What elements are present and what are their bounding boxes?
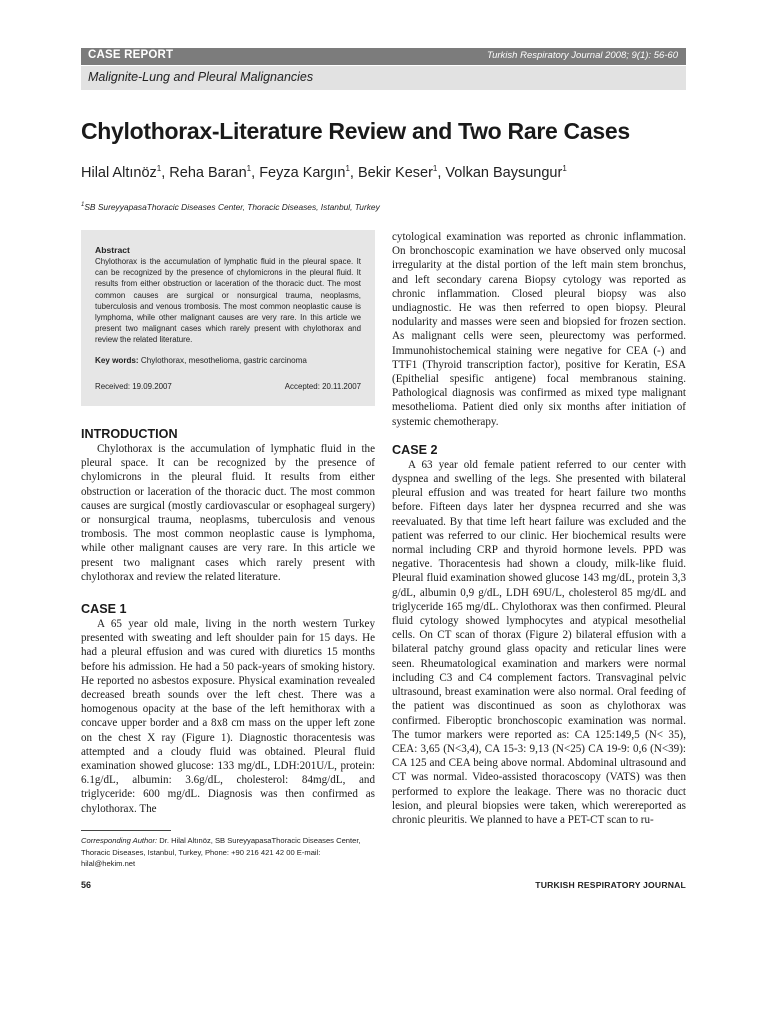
case1-heading: CASE 1 [81, 602, 127, 617]
affiliation-text: SB SureyyapasaThoracic Diseases Center, Thoracic Diseases, Istanbul, Turkey [84, 202, 380, 212]
footnote-rule [81, 830, 171, 831]
case2-paragraph: A 63 year old female patient referred to our center with dyspnea and swelling of the legs. She presented with bilateral pleural effusion and was treated for heart failure two months before. Fifteen days later her dyspnea recurred and she was reevaluated. By that time left heart failure was excluded and the patient was referred to our clinic. Her biochemical results were normal including CRP and thyroid hormone levels. PPD was negative. Thoracentesis had shown a cloudy, milk-like fluid. Pleural fluid examination showed glucose 143 mg/dL, protein 3,3 g/dL, albumin 0,9 g/dL, LDH 69U/L, cholesterol 85 mg/dL and triglyceride 165 mg/dL. Chylothorax was then confirmed. Pleural fluid cytology showed lymphocytes and atypical mesothelial cells. On CT scan of thorax (Figure 2) bilateral effusion with a bilateral patchy ground glass opacity and reticular lines were seen. Rheumatological examination and markers were normal including C3 and C4 complement factors. Transvaginal pelvic ultrasound, breast examination were also normal. Oral feeding of the patient was discontinued as soon as chylothorax was confirmed. Fiberoptic bronchoscopic examination was normal. The tumor markers were reported as: CA 125:149,5 (N< 35), CEA: 3,65 (N<3,4), CA 15-3: 9,13 (N<25) CA 19-9: 0,6 (N<39): CA 125 and CEA being above normal. Abdominal ultrasound and CT was normal. Video-assisted thoracoscopy (VATS) was then performed to explore the leakage. There was no thoracic duct lesion, and pleural biopsies were taken, which werereported as chronic pleuritis. We planned to have a PET-CT scan to ru- [392, 458, 686, 826]
author-name: Feyza Kargın [259, 164, 346, 181]
journal-footer: TURKISH RESPIRATORY JOURNAL [535, 880, 686, 890]
abstract-content [95, 245, 361, 366]
keywords [95, 355, 361, 366]
introduction-paragraph: Chylothorax is the accumulation of lymphatic fluid in the pleural space. It can be recognized by the presence of chylomicrons in the pleural fluid. It results from either obstruction or laceration of the thoracic duct. The most common causes are surgical (mostly cardiovascular or esophageal surgery) or nonsurgical trauma, neoplasms, tuberculosis and venous trombosis. The most common neoplastic cause is lymphoma, while other malignant causes are very rare. In this article we present two malignant cases which rarely present with chylothorax and review the related literature. [81, 443, 375, 583]
author-affiliation-mark: 1 [156, 164, 162, 173]
author-list: Hilal Altınöz$^1$, Reha Baran$^1$, Feyza Kargın$^1$, Bekir Keser$^1$, Volkan Baysungur$^1$ [81, 164, 567, 181]
right-column [392, 230, 686, 827]
abstract-box [81, 230, 375, 406]
affiliation [81, 202, 380, 212]
page-number: 56 [81, 880, 92, 890]
footnote-label: Corresponding Author: [81, 836, 158, 845]
author-name: Bekir Keser [357, 164, 433, 181]
keywords-label: Key words: [95, 355, 139, 365]
article-type-label: CASE REPORT [88, 49, 174, 61]
corresponding-author-footnote [81, 835, 375, 870]
header-bar [81, 48, 686, 65]
accepted-date: Accepted: 20.11.2007 [284, 382, 361, 391]
author-affiliation-mark: 1 [562, 164, 567, 173]
section-bar [81, 66, 686, 90]
received-date: Received: 19.09.2007 [95, 382, 172, 391]
author-name: Volkan Baysungur [445, 164, 563, 181]
author-affiliation-mark: 1 [345, 164, 350, 173]
author-affiliation-mark: 1 [246, 164, 252, 173]
abstract-text: Chylothorax is the accumulation of lymphatic fluid in the pleural space. It can be recognized by the presence of chylomicrons in the pleural fluid. It results from either obstruction or laceration of the thoracic duct. The most common causes are surgical or nonsurgical trauma, neoplasms, tuberculosis and venous trombosis. The most common neoplastic cause is lymphoma, while other malignant causes are very rare. In this article we present two malignant cases which rarely present with chylothorax and review the related literature. [95, 257, 361, 345]
affiliation-mark: 1 [81, 202, 85, 209]
article-title: Chylothorax-Literature Review and Two Rare Cases [81, 118, 630, 144]
case1-continuation: cytological examination was reported as chronic inflammation. On bronchoscopic examination we have observed only mucosal irregularity at the distal portion of the left main stem bronchus, and left secondary carena Biopsy cytology was reported as chronic inflammation. Closed pleural biopsy was also undiagnostic. He was then referred to open biopsy. Pleural nodularity and masses were seen and biopsied for frozen section. As malignant cells were seen, pleurectomy was performed. Immunohistochemical staining were negative for CEA (-) and TTF1 (Thyroid transcription factor), positive for Keratin, ESA (Epithelial spesific antigene) focal membranous staining. Pathological diagnosis was confirmed as mixed type malignant mesothelioma. Patient died only six months after initiation of systemic chemotherapy. [392, 231, 686, 428]
keywords-text: Chylothorax, mesothelioma, gastric carcinoma [140, 355, 307, 365]
section-label: Malignite-Lung and Pleural Malignancies [88, 70, 314, 84]
author-name: Reha Baran [169, 164, 247, 181]
author-affiliation-mark: 1 [432, 164, 438, 173]
case2-heading: CASE 2 [392, 442, 438, 457]
left-column [81, 426, 375, 816]
footnote-text: Dr. Hilal Altınöz, SB SureyyapasaThoracic Diseases Center, Thoracic Diseases, Istanbul, Turkey, Phone: +90 216 421 42 00 E-mail: hilal@hekim.net [81, 836, 361, 868]
introduction-heading: INTRODUCTION [81, 427, 178, 441]
dates-row [95, 382, 361, 391]
case1-paragraph: A 65 year old male, living in the north western Turkey presented with sweating and left shoulder pain for 15 days. He had a pleural effusion and was cured with diuretics 15 months before his admission. He had a 50 pack-years of smoking history. He reported no asbestos exposure. Physical examination revealed decreased breath sounds over the left chest. There was a homogenous opacity at the base of the left hemithorax with a concave upper border and a 8x8 cm mass on the upper left zone on the chest X ray (Figure 1). Diagnostic thoracentesis was attempted and a cloudy fluid was obtained. Pleural fluid examination showed glucose: 133 mg/dL, LDH:201U/L, protein: 6.1g/dL, albumin: 3.6g/dL, cholesterol: 84mg/dL, and triglyceride: 600 mg/dL. Diagnosis was then confirmed as chylothorax. The [81, 618, 375, 815]
author-name: Hilal Altınöz [81, 164, 157, 181]
abstract-heading: Abstract [95, 245, 130, 255]
journal-citation: Turkish Respiratory Journal 2008; 9(1): 56-60 [487, 50, 678, 61]
